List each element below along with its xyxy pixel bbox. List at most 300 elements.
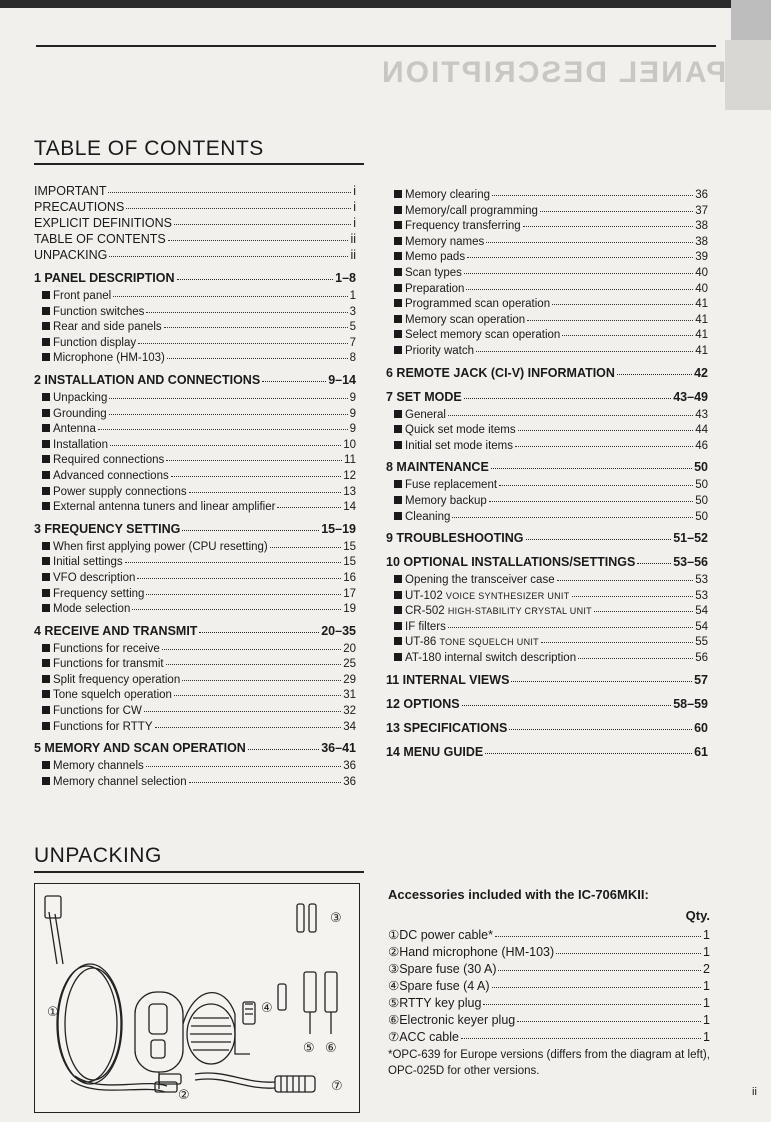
leader-dots bbox=[146, 301, 347, 313]
toc-entry-page: 40 bbox=[695, 282, 708, 295]
toc-entry-page: ii bbox=[350, 232, 356, 246]
toc-entry-page: i bbox=[353, 216, 356, 230]
square-bullet-icon bbox=[394, 284, 402, 292]
toc-section-entry bbox=[386, 744, 708, 761]
toc-entry-page: 42 bbox=[694, 365, 708, 380]
toc-left-column bbox=[34, 183, 356, 788]
leader-dots bbox=[486, 231, 693, 243]
leader-dots bbox=[527, 309, 693, 321]
leader-dots bbox=[492, 184, 693, 196]
figure-label-4: ④ bbox=[261, 1001, 273, 1016]
square-bullet-icon bbox=[42, 659, 50, 667]
toc-entry-label-smallcaps: VOICE SYNTHESIZER UNIT bbox=[445, 590, 570, 601]
toc-entry-page: i bbox=[353, 200, 356, 214]
leader-dots bbox=[526, 528, 672, 540]
square-bullet-icon bbox=[42, 573, 50, 581]
toc-entry-label: 12 OPTIONS bbox=[386, 696, 460, 711]
square-bullet-icon bbox=[394, 606, 402, 614]
chapter-tab bbox=[725, 40, 771, 110]
leader-dots bbox=[189, 481, 342, 493]
leader-dots bbox=[461, 1027, 701, 1039]
toc-entry-page: 34 bbox=[343, 720, 356, 733]
accessory-label: ⑥Electronic keyer plug bbox=[388, 1013, 516, 1027]
square-bullet-icon bbox=[42, 542, 50, 550]
square-bullet-icon bbox=[394, 575, 402, 583]
toc-entry-label: Split frequency operation bbox=[53, 673, 181, 686]
toc-entry-page: 54 bbox=[695, 605, 708, 618]
leader-dots bbox=[166, 653, 342, 665]
leader-dots bbox=[523, 215, 694, 227]
square-bullet-icon bbox=[42, 424, 50, 432]
leader-dots bbox=[485, 742, 692, 754]
toc-entry-page: 37 bbox=[695, 204, 708, 217]
toc-entry-label: Memory names bbox=[405, 235, 485, 248]
toc-entry-label: 13 SPECIFICATIONS bbox=[386, 720, 508, 735]
toc-entry-page: 9 bbox=[349, 423, 356, 436]
square-bullet-icon bbox=[42, 487, 50, 495]
toc-entry-page: 9–14 bbox=[328, 372, 356, 387]
toc-entry-page: 16 bbox=[343, 571, 356, 584]
toc-entry-page: i bbox=[353, 184, 356, 198]
toc-entry-label: External antenna tuners and linear amplifier bbox=[53, 501, 276, 514]
leader-dots bbox=[171, 465, 341, 477]
square-bullet-icon bbox=[394, 221, 402, 229]
bleed-through-title: PANEL DESCRIPTION bbox=[380, 56, 727, 89]
leader-dots bbox=[146, 755, 341, 767]
page-corner bbox=[731, 0, 771, 40]
square-bullet-icon bbox=[42, 471, 50, 479]
toc-entry-label: 5 MEMORY AND SCAN OPERATION bbox=[34, 741, 246, 756]
header-rule bbox=[36, 45, 716, 47]
leader-dots bbox=[174, 213, 351, 225]
accessory-qty: 1 bbox=[703, 928, 710, 942]
accessories-list bbox=[388, 887, 710, 1079]
square-bullet-icon bbox=[42, 440, 50, 448]
toc-entry-page: 10 bbox=[343, 438, 356, 451]
toc-entry-label: Installation bbox=[53, 438, 108, 451]
toc-entry-label: Memory scan operation bbox=[405, 313, 526, 326]
toc-entry-label: Initial settings bbox=[53, 556, 123, 569]
toc-subsection-entry bbox=[34, 600, 356, 616]
toc-entry-page: 25 bbox=[343, 658, 356, 671]
square-bullet-icon bbox=[394, 330, 402, 338]
leader-dots bbox=[476, 340, 693, 352]
toc-entry-label: Front panel bbox=[53, 290, 112, 302]
leader-dots bbox=[108, 181, 351, 193]
accessory-qty: 1 bbox=[703, 979, 710, 993]
square-bullet-icon bbox=[394, 252, 402, 260]
leader-dots bbox=[109, 245, 348, 257]
toc-entry-page: 43–49 bbox=[673, 389, 708, 404]
leader-dots bbox=[498, 959, 701, 971]
leader-dots bbox=[464, 387, 672, 399]
toc-entry-label: Memory channel selection bbox=[53, 775, 187, 788]
toc-entry-label: 4 RECEIVE AND TRANSMIT bbox=[34, 623, 198, 638]
toc-entry-page: 15–19 bbox=[321, 521, 356, 536]
leader-dots bbox=[448, 404, 693, 416]
toc-entry-label: 10 OPTIONAL INSTALLATIONS/SETTINGS bbox=[386, 555, 636, 570]
toc-section-entry bbox=[386, 696, 708, 713]
square-bullet-icon bbox=[394, 268, 402, 276]
leader-dots bbox=[466, 278, 693, 290]
leader-dots bbox=[126, 197, 351, 209]
toc-entry-label: Required connections bbox=[53, 454, 165, 467]
toc-subsection-entry bbox=[386, 508, 708, 524]
leader-dots bbox=[182, 669, 341, 681]
toc-entry-label: Priority watch bbox=[405, 344, 475, 357]
leader-dots bbox=[248, 738, 319, 750]
toc-entry-page: 1 bbox=[349, 290, 356, 302]
toc-entry-page: 36–41 bbox=[321, 741, 356, 756]
square-bullet-icon bbox=[394, 496, 402, 504]
leader-dots bbox=[137, 567, 341, 579]
toc-subsection-entry bbox=[34, 773, 356, 789]
toc-entry-label: 3 FREQUENCY SETTING bbox=[34, 521, 181, 536]
figure-label-5: ⑤ bbox=[303, 1041, 315, 1056]
toc-entry-label: Memory channels bbox=[53, 760, 144, 773]
toc-entry-page: ii bbox=[350, 248, 356, 262]
square-bullet-icon bbox=[394, 637, 402, 645]
accessory-qty: 1 bbox=[703, 945, 710, 959]
toc-entry-page: 36 bbox=[343, 760, 356, 773]
leader-dots bbox=[166, 449, 342, 461]
figure-label-7: ⑦ bbox=[331, 1079, 343, 1094]
toc-entry-page: 41 bbox=[695, 298, 708, 311]
leader-dots bbox=[495, 925, 701, 937]
toc-entry-page: 1–8 bbox=[335, 271, 356, 285]
toc-entry-page: 20 bbox=[343, 642, 356, 655]
leader-dots bbox=[552, 293, 693, 305]
toc-entry-label: UNPACKING bbox=[34, 248, 108, 262]
toc-subsection-entry bbox=[34, 718, 356, 734]
accessories-footnote: *OPC-639 for Europe versions (differs from the diagram at left), OPC-025D for other versions. bbox=[388, 1049, 710, 1077]
leader-dots bbox=[557, 569, 694, 581]
toc-entry-page: 53 bbox=[695, 589, 708, 602]
toc-entry-page: 50 bbox=[695, 494, 708, 507]
square-bullet-icon bbox=[394, 622, 402, 630]
toc-entry-page: 8 bbox=[349, 352, 356, 365]
toc-entry-label: Function switches bbox=[53, 305, 145, 318]
toc-entry-label: Frequency transferring bbox=[405, 220, 521, 233]
toc-entry-label: When first applying power (CPU resetting) bbox=[53, 540, 268, 553]
square-bullet-icon bbox=[42, 761, 50, 769]
leader-dots bbox=[518, 419, 694, 431]
toc-title: TABLE OF CONTENTS bbox=[34, 137, 264, 160]
toc-entry-page: 50 bbox=[694, 460, 708, 475]
leader-dots bbox=[517, 1010, 701, 1022]
leader-dots bbox=[262, 370, 326, 382]
leader-dots bbox=[489, 490, 693, 502]
leader-dots bbox=[113, 285, 347, 297]
hand-microphone bbox=[135, 992, 255, 1089]
toc-entry-label: Programmed scan operation bbox=[405, 298, 551, 311]
figure-label-2: ② bbox=[178, 1088, 190, 1103]
accessory-label: ③Spare fuse (30 A) bbox=[388, 962, 497, 976]
toc-entry-label: Memory/call programming bbox=[405, 204, 538, 217]
square-bullet-icon bbox=[394, 315, 402, 323]
top-edge-bar bbox=[0, 0, 771, 8]
toc-entry-page: 50 bbox=[695, 510, 708, 523]
toc-entry-page: 39 bbox=[695, 251, 708, 264]
accessory-label: ⑦ACC cable bbox=[388, 1030, 459, 1044]
accessory-qty: 2 bbox=[703, 962, 710, 976]
square-bullet-icon bbox=[394, 441, 402, 449]
accessories-title: Accessories included with the IC-706MKII: bbox=[388, 887, 649, 902]
toc-entry-page: 38 bbox=[695, 235, 708, 248]
square-bullet-icon bbox=[42, 353, 50, 361]
toc-entry-label: Tone squelch operation bbox=[53, 689, 172, 702]
leader-dots bbox=[462, 694, 672, 706]
accessory-item bbox=[388, 1029, 710, 1046]
square-bullet-icon bbox=[42, 291, 50, 299]
toc-entry-page: 9 bbox=[349, 407, 356, 420]
leader-dots bbox=[125, 551, 342, 563]
toc-entry-page: 15 bbox=[343, 556, 356, 569]
leader-dots bbox=[491, 457, 692, 469]
square-bullet-icon bbox=[42, 589, 50, 597]
toc-entry-label: VFO description bbox=[53, 571, 136, 584]
key-plugs bbox=[304, 972, 337, 1034]
leader-dots bbox=[483, 993, 701, 1005]
square-bullet-icon bbox=[42, 393, 50, 401]
leader-dots bbox=[162, 638, 341, 650]
toc-entry-page: 44 bbox=[695, 424, 708, 437]
toc-entry-label: CR-502 bbox=[405, 605, 445, 618]
toc-entry-label: UT-86 bbox=[405, 636, 437, 649]
leader-dots bbox=[155, 716, 342, 728]
toc-entry-page: 60 bbox=[694, 720, 708, 735]
toc-entry-label: IMPORTANT bbox=[34, 184, 107, 198]
accessory-qty: 1 bbox=[703, 1013, 710, 1027]
toc-entry-label: Memory clearing bbox=[405, 189, 490, 201]
toc-subsection-entry bbox=[34, 498, 356, 514]
toc-entry-page: 56 bbox=[695, 652, 708, 665]
toc-entry-page: 40 bbox=[695, 266, 708, 279]
toc-section-entry bbox=[386, 720, 708, 737]
leader-dots bbox=[572, 585, 694, 597]
toc-entry-page: 36 bbox=[695, 189, 708, 201]
toc-entry-page: 11 bbox=[344, 454, 356, 467]
square-bullet-icon bbox=[42, 675, 50, 683]
toc-section-entry bbox=[386, 530, 708, 547]
toc-entry-page: 61 bbox=[694, 744, 708, 759]
leader-dots bbox=[277, 496, 341, 508]
toc-entry-page: 31 bbox=[343, 689, 356, 702]
square-bullet-icon bbox=[394, 190, 402, 198]
toc-entry-label: 11 INTERNAL VIEWS bbox=[386, 672, 510, 687]
figure-label-6: ⑥ bbox=[325, 1041, 337, 1056]
leader-dots bbox=[270, 536, 341, 548]
toc-entry-label: Mode selection bbox=[53, 603, 131, 616]
qty-header: Qty. bbox=[685, 908, 710, 923]
leader-dots bbox=[199, 621, 319, 633]
figure-label-3: ③ bbox=[330, 911, 342, 926]
toc-subsection-entry bbox=[34, 349, 356, 365]
leader-dots bbox=[617, 363, 692, 375]
square-bullet-icon bbox=[42, 322, 50, 330]
toc-entry-page: 41 bbox=[695, 313, 708, 326]
toc-entry-page: 57 bbox=[694, 672, 708, 687]
accessories-illustration bbox=[35, 884, 361, 1114]
leader-dots bbox=[167, 347, 348, 359]
toc-right-column bbox=[386, 186, 708, 761]
toc-entry-label-smallcaps: TONE SQUELCH UNIT bbox=[439, 637, 539, 648]
leader-dots bbox=[189, 771, 342, 783]
toc-entry-page: 41 bbox=[695, 344, 708, 357]
toc-title-rule bbox=[34, 163, 364, 165]
leader-dots bbox=[98, 418, 348, 430]
toc-entry-label: Preparation bbox=[405, 282, 465, 295]
leader-dots bbox=[452, 506, 693, 518]
square-bullet-icon bbox=[42, 690, 50, 698]
toc-subsection-entry bbox=[386, 342, 708, 358]
leader-dots bbox=[144, 700, 341, 712]
toc-entry-label: Fuse replacement bbox=[405, 479, 498, 492]
square-bullet-icon bbox=[42, 307, 50, 315]
toc-entry-page: 41 bbox=[695, 329, 708, 342]
leader-dots bbox=[492, 976, 702, 988]
toc-entry-label: Antenna bbox=[53, 423, 96, 436]
square-bullet-icon bbox=[42, 706, 50, 714]
toc-entry-label: AT-180 internal switch description bbox=[405, 652, 577, 665]
leader-dots bbox=[509, 718, 692, 730]
toc-entry-label: 14 MENU GUIDE bbox=[386, 744, 484, 759]
toc-entry-page: 51–52 bbox=[673, 531, 708, 546]
leader-dots bbox=[146, 583, 341, 595]
square-bullet-icon bbox=[394, 410, 402, 418]
toc-entry-page: 54 bbox=[695, 620, 708, 633]
square-bullet-icon bbox=[394, 480, 402, 488]
leader-dots bbox=[448, 616, 693, 628]
leader-dots bbox=[132, 598, 341, 610]
square-bullet-icon bbox=[42, 777, 50, 785]
toc-entry-page: 43 bbox=[695, 408, 708, 421]
toc-entry-label: Functions for transmit bbox=[53, 658, 164, 671]
unpacking-title: UNPACKING bbox=[34, 844, 162, 867]
leader-dots bbox=[499, 474, 693, 486]
toc-entry-label: 8 MAINTENANCE bbox=[386, 460, 489, 475]
toc-entry-label: Memo pads bbox=[405, 251, 466, 264]
toc-section-entry bbox=[386, 365, 708, 382]
toc-entry-label: Frequency setting bbox=[53, 587, 145, 600]
figure-label-1: ① bbox=[47, 1005, 59, 1020]
toc-entry-label: Scan types bbox=[405, 266, 462, 279]
toc-entry-page: 13 bbox=[343, 485, 356, 498]
acc-cable bbox=[195, 1073, 315, 1092]
toc-entry-label: Power supply connections bbox=[53, 485, 187, 498]
toc-entry bbox=[34, 247, 356, 263]
toc-subsection-entry bbox=[386, 437, 708, 453]
square-bullet-icon bbox=[42, 644, 50, 652]
toc-entry-label: Rear and side panels bbox=[53, 321, 162, 334]
toc-entry-label: Functions for RTTY bbox=[53, 720, 153, 733]
toc-entry-label: 1 PANEL DESCRIPTION bbox=[34, 271, 175, 285]
square-bullet-icon bbox=[394, 206, 402, 214]
toc-entry-page: 29 bbox=[343, 673, 356, 686]
toc-entry-label: Cleaning bbox=[405, 510, 451, 523]
square-bullet-icon bbox=[394, 591, 402, 599]
square-bullet-icon bbox=[42, 409, 50, 417]
spare-fuses bbox=[278, 904, 316, 1010]
toc-entry-label: Quick set mode items bbox=[405, 424, 516, 437]
leader-dots bbox=[110, 434, 341, 446]
toc-entry-page: 5 bbox=[349, 321, 356, 334]
toc-entry-page: 32 bbox=[343, 705, 356, 718]
accessory-label: ⑤RTTY key plug bbox=[388, 996, 482, 1010]
leader-dots bbox=[109, 387, 347, 399]
toc-subsection-entry bbox=[386, 649, 708, 665]
leader-dots bbox=[541, 631, 693, 643]
leader-dots bbox=[556, 942, 701, 954]
leader-dots bbox=[177, 268, 334, 280]
leader-dots bbox=[168, 229, 349, 241]
toc-entry-label: Functions for receive bbox=[53, 642, 160, 655]
toc-entry-label: UT-102 bbox=[405, 589, 443, 602]
toc-entry-label: Initial set mode items bbox=[405, 439, 514, 452]
toc-entry-label: IF filters bbox=[405, 620, 446, 633]
toc-entry-page: 36 bbox=[343, 775, 356, 788]
toc-entry-page: 12 bbox=[343, 469, 356, 482]
toc-entry-label: General bbox=[405, 408, 446, 421]
leader-dots bbox=[578, 647, 693, 659]
leader-dots bbox=[464, 262, 693, 274]
square-bullet-icon bbox=[394, 346, 402, 354]
square-bullet-icon bbox=[42, 338, 50, 346]
toc-entry-page: 17 bbox=[343, 587, 356, 600]
toc-entry-page: 15 bbox=[343, 540, 356, 553]
toc-entry-page: 38 bbox=[695, 220, 708, 233]
toc-entry-label: EXPLICIT DEFINITIONS bbox=[34, 216, 172, 230]
toc-entry-label: Functions for CW bbox=[53, 705, 142, 718]
leader-dots bbox=[515, 435, 693, 447]
square-bullet-icon bbox=[394, 425, 402, 433]
leader-dots bbox=[540, 200, 693, 212]
unpacking-title-rule bbox=[34, 871, 364, 873]
page-number: ii bbox=[752, 1086, 757, 1098]
square-bullet-icon bbox=[42, 604, 50, 612]
square-bullet-icon bbox=[42, 455, 50, 463]
toc-entry-label: Grounding bbox=[53, 407, 107, 420]
dc-power-cable bbox=[45, 896, 181, 1092]
leader-dots bbox=[594, 600, 693, 612]
toc-entry-page: 3 bbox=[349, 305, 356, 318]
toc-entry-page: 58–59 bbox=[673, 696, 708, 711]
toc-entry-page: 14 bbox=[343, 501, 356, 514]
toc-entry-label: Memory backup bbox=[405, 494, 487, 507]
toc-entry-label: Unpacking bbox=[53, 391, 108, 404]
leader-dots bbox=[467, 246, 693, 258]
toc-entry-page: 53 bbox=[695, 574, 708, 587]
toc-entry-label: Opening the transceiver case bbox=[405, 574, 555, 587]
leader-dots bbox=[182, 519, 319, 531]
toc-entry-label: Microphone (HM-103) bbox=[53, 352, 165, 365]
accessory-qty: 1 bbox=[703, 1030, 710, 1044]
leader-dots bbox=[109, 403, 348, 415]
toc-entry-label: Select memory scan operation bbox=[405, 329, 561, 342]
leader-dots bbox=[562, 324, 693, 336]
toc-entry-label: Advanced connections bbox=[53, 469, 169, 482]
accessory-qty: 1 bbox=[703, 996, 710, 1010]
square-bullet-icon bbox=[42, 722, 50, 730]
accessory-label: ②Hand microphone (HM-103) bbox=[388, 945, 555, 959]
square-bullet-icon bbox=[394, 237, 402, 245]
leader-dots bbox=[174, 684, 341, 696]
toc-entry-label: Function display bbox=[53, 336, 137, 349]
square-bullet-icon bbox=[394, 299, 402, 307]
toc-section-entry bbox=[386, 672, 708, 689]
leader-dots bbox=[138, 332, 347, 344]
leader-dots bbox=[637, 552, 671, 564]
